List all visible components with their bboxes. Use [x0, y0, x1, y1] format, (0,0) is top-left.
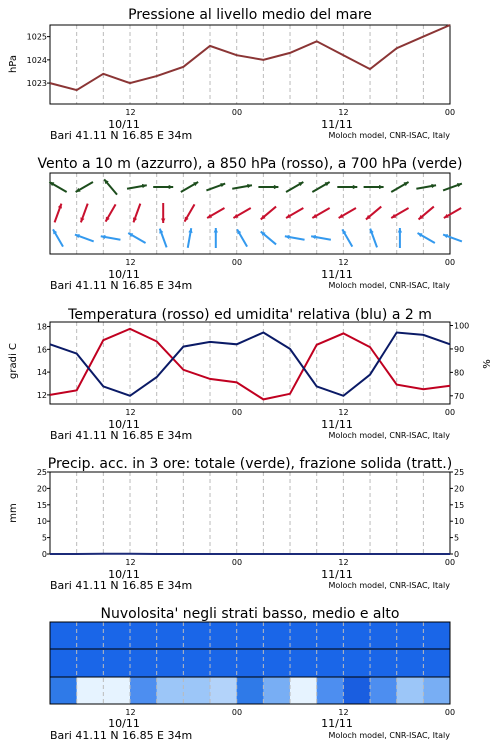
- wind-arrow-head: [274, 185, 279, 189]
- cloud-cell-medio: [237, 649, 264, 677]
- precipitation-date-1: 10/11: [108, 568, 140, 581]
- cloud-cell-medio: [343, 649, 370, 677]
- x-tick-label: 00: [231, 408, 243, 417]
- x-tick-label: 00: [231, 108, 243, 117]
- wind-arrow: [444, 208, 461, 218]
- x-tick-label: 12: [125, 408, 136, 417]
- cloud-cell-alto: [423, 622, 450, 649]
- cloud-title: Nuvolosita' negli strati basso, medio e alto: [100, 606, 400, 622]
- cloud-cell-alto: [130, 622, 157, 649]
- cloud-cell-basso: [157, 677, 184, 704]
- x-tick-label: 12: [338, 558, 349, 567]
- wind-arrow-head: [58, 204, 62, 209]
- wind-arrow: [418, 233, 435, 243]
- temperature-y-tick-label: 18: [36, 322, 47, 332]
- cloud-cell-basso: [423, 677, 450, 704]
- precipitation-y-right-tick-label: 25: [454, 468, 465, 477]
- precipitation-y-right-tick-label: 15: [454, 500, 465, 510]
- wind-arrow: [398, 228, 402, 248]
- precipitation-frame: [50, 472, 450, 554]
- cloud-cell-medio: [77, 649, 104, 677]
- cloud-cell-basso: [50, 677, 77, 704]
- wind-arrow: [443, 183, 462, 190]
- wind-arrow-head: [443, 234, 448, 238]
- precipitation-y-tick-label: 15: [36, 500, 47, 510]
- x-tick-label: 00: [444, 108, 456, 117]
- wind-arrow-head: [220, 183, 225, 187]
- cloud-cell-medio: [157, 649, 184, 677]
- wind-arrow: [106, 204, 116, 221]
- precipitation-y-right-tick-label: 0: [454, 550, 460, 559]
- precipitation-date-2: 11/11: [321, 568, 353, 581]
- precipitation-y-tick-label: 5: [41, 533, 47, 543]
- wind-arrow-head: [159, 229, 163, 234]
- cloud-cell-alto: [263, 622, 290, 649]
- precipitation-ylabel: mm: [8, 503, 19, 523]
- x-tick-label: 00: [444, 708, 456, 717]
- wind-arrow-head: [370, 229, 374, 234]
- cloud-cell-alto: [50, 622, 77, 649]
- cloud-cell-basso: [237, 677, 264, 704]
- precipitation-y-right-tick-label: 5: [454, 533, 460, 543]
- humidity-y-tick-label: 80: [454, 368, 465, 378]
- wind-date-2: 11/11: [321, 268, 353, 281]
- cloud-cell-medio: [263, 649, 290, 677]
- precipitation-y-tick-label: 0: [41, 550, 47, 559]
- pressure-series-line: [50, 25, 450, 90]
- wind-arrow: [312, 208, 329, 218]
- wind-arrow: [285, 235, 305, 240]
- wind-arrow: [80, 204, 87, 223]
- precipitation-location: Bari 41.11 N 16.85 E 34m: [50, 579, 193, 592]
- pressure-y-tick-label: 1023: [26, 79, 47, 89]
- wind-arrow: [214, 228, 218, 248]
- precipitation-y-right-tick-label: 20: [454, 484, 465, 494]
- pressure-location: Bari 41.11 N 16.85 E 34m: [50, 129, 193, 142]
- cloud-cell-medio: [103, 649, 130, 677]
- wind-arrow: [128, 233, 145, 243]
- precipitation-title: Precip. acc. in 3 ore: totale (verde), frazione solida (tratt.): [47, 456, 453, 472]
- cloud-cell-alto: [317, 622, 344, 649]
- temperature-date-2: 11/11: [321, 418, 353, 431]
- wind-arrow: [206, 183, 225, 190]
- wind-arrow-head: [457, 183, 462, 187]
- wind-arrow: [443, 234, 462, 241]
- cloud-credit: Moloch model, CNR-ISAC, Italy: [328, 731, 450, 740]
- precipitation-y-tick-label: 25: [36, 468, 47, 477]
- wind-arrow: [49, 182, 66, 192]
- temperature-ylabel: gradi C: [8, 343, 19, 379]
- cloud-cell-basso: [263, 677, 290, 704]
- humidity-y-tick-label: 70: [454, 391, 465, 401]
- cloud-cell-alto: [237, 622, 264, 649]
- pressure-title: Pressione al livello medio del mare: [128, 7, 372, 23]
- pressure-credit: Moloch model, CNR-ISAC, Italy: [328, 131, 450, 140]
- wind-arrow: [337, 185, 357, 189]
- wind-arrow: [55, 204, 62, 223]
- wind-arrow-head: [75, 234, 80, 238]
- cloud-cell-alto: [370, 622, 397, 649]
- cloud-cell-basso: [130, 677, 157, 704]
- wind-arrow-head: [398, 228, 402, 233]
- wind-arrow: [188, 228, 193, 248]
- wind-arrow: [286, 182, 303, 192]
- cloud-cell-basso: [317, 677, 344, 704]
- cloud-cell-medio: [210, 649, 237, 677]
- humidity-y-tick-label: 90: [454, 344, 465, 354]
- wind-arrow: [161, 203, 165, 223]
- x-tick-label: 00: [444, 558, 456, 567]
- pressure-y-tick-label: 1025: [26, 32, 47, 42]
- cloud-cell-medio: [50, 649, 77, 677]
- cloud-cell-medio: [423, 649, 450, 677]
- cloud-cell-medio: [397, 649, 424, 677]
- cloud-cell-alto: [157, 622, 184, 649]
- wind-arrow: [366, 207, 381, 220]
- cloud-cell-alto: [290, 622, 317, 649]
- wind-arrow: [133, 204, 140, 223]
- wind-arrow: [232, 184, 252, 189]
- cloud-cell-medio: [317, 649, 344, 677]
- wind-arrow-head: [379, 185, 384, 189]
- wind-arrow: [312, 182, 329, 192]
- wind-date-1: 10/11: [108, 268, 140, 281]
- cloud-date-2: 11/11: [321, 717, 353, 730]
- wind-arrow: [159, 229, 166, 248]
- temperature-location: Bari 41.11 N 16.85 E 34m: [50, 429, 193, 442]
- pressure-date-1: 10/11: [108, 118, 140, 131]
- pressure-ylabel: hPa: [8, 54, 19, 74]
- cloud-location: Bari 41.11 N 16.85 E 34m: [50, 729, 193, 742]
- wind-arrow-head: [161, 218, 165, 223]
- cloud-cell-medio: [370, 649, 397, 677]
- cloud-cell-basso: [397, 677, 424, 704]
- cloud-cell-medio: [130, 649, 157, 677]
- wind-arrow: [391, 182, 408, 192]
- cloud-cell-alto: [103, 622, 130, 649]
- x-tick-label: 00: [231, 258, 243, 267]
- humidity-y-tick-label: 100: [454, 321, 470, 331]
- wind-arrow: [237, 229, 247, 246]
- wind-arrow: [364, 185, 384, 189]
- cloud-cell-alto: [77, 622, 104, 649]
- cloud-cell-basso: [210, 677, 237, 704]
- precipitation-y-tick-label: 10: [36, 517, 47, 527]
- cloud-cell-basso: [183, 677, 210, 704]
- wind-arrow: [311, 235, 331, 240]
- precipitation-y-right-tick-label: 10: [454, 517, 465, 527]
- wind-arrow-head: [169, 185, 174, 189]
- precipitation-credit: Moloch model, CNR-ISAC, Italy: [328, 581, 450, 590]
- x-tick-label: 00: [444, 258, 456, 267]
- cloud-cell-basso: [103, 677, 130, 704]
- wind-arrow-head: [353, 185, 358, 189]
- temperature-panel: [8, 307, 493, 442]
- humidity-ylabel: %: [482, 359, 493, 369]
- x-tick-label: 12: [338, 258, 349, 267]
- cloud-cell-basso: [77, 677, 104, 704]
- cloud-cell-alto: [397, 622, 424, 649]
- pressure-date-2: 11/11: [321, 118, 353, 131]
- x-tick-label: 00: [231, 708, 243, 717]
- cloud-cell-basso: [290, 677, 317, 704]
- x-tick-label: 12: [125, 558, 136, 567]
- wind-arrow: [258, 185, 278, 189]
- cloud-cell-alto: [210, 622, 237, 649]
- wind-arrow: [370, 229, 377, 248]
- wind-arrow: [233, 208, 250, 218]
- wind-arrow: [339, 208, 356, 218]
- wind-arrow-head: [133, 217, 137, 222]
- cloud-cell-basso: [370, 677, 397, 704]
- temperature-y-tick-label: 14: [36, 368, 47, 378]
- wind-arrow: [127, 184, 147, 189]
- cloud-cell-medio: [183, 649, 210, 677]
- x-tick-label: 00: [444, 408, 456, 417]
- wind-title: Vento a 10 m (azzurro), a 850 hPa (rosso), a 700 hPa (verde): [37, 156, 463, 172]
- humidity-series-line: [50, 333, 450, 396]
- wind-arrow-head: [214, 228, 218, 233]
- cloud-panel: [50, 606, 455, 742]
- wind-arrow: [53, 229, 63, 246]
- wind-arrow: [391, 208, 408, 218]
- wind-arrow: [76, 182, 93, 192]
- x-tick-label: 00: [231, 558, 243, 567]
- precipitation-y-tick-label: 20: [36, 484, 47, 494]
- temperature-title: Temperatura (rosso) ed umidita' relativa (blu) a 2 m: [68, 307, 432, 323]
- cloud-date-1: 10/11: [108, 717, 140, 730]
- wind-arrow: [185, 204, 195, 221]
- wind-arrow-head: [80, 217, 84, 222]
- temperature-y-tick-label: 16: [36, 345, 47, 355]
- wind-arrow: [286, 208, 303, 218]
- temperature-credit: Moloch model, CNR-ISAC, Italy: [328, 431, 450, 440]
- cloud-cell-basso: [343, 677, 370, 704]
- x-tick-label: 12: [125, 708, 136, 717]
- cloud-cell-medio: [290, 649, 317, 677]
- precipitation-panel: [8, 456, 464, 592]
- x-tick-label: 12: [338, 408, 349, 417]
- cloud-cell-alto: [183, 622, 210, 649]
- x-tick-label: 12: [125, 258, 136, 267]
- wind-location: Bari 41.11 N 16.85 E 34m: [50, 279, 193, 292]
- cloud-cell-alto: [343, 622, 370, 649]
- wind-panel: [37, 156, 462, 292]
- pressure-frame: [50, 25, 450, 104]
- wind-arrow: [104, 179, 117, 194]
- wind-arrow: [419, 207, 434, 220]
- x-tick-label: 12: [338, 708, 349, 717]
- wind-credit: Moloch model, CNR-ISAC, Italy: [328, 281, 450, 290]
- temperature-date-1: 10/11: [108, 418, 140, 431]
- x-tick-label: 12: [125, 108, 136, 117]
- pressure-y-tick-label: 1024: [26, 55, 47, 65]
- wind-arrow: [416, 184, 436, 189]
- pressure-panel: [8, 7, 455, 142]
- x-tick-label: 12: [338, 108, 349, 117]
- wind-arrow: [75, 234, 94, 241]
- temperature-y-tick-label: 12: [36, 390, 47, 400]
